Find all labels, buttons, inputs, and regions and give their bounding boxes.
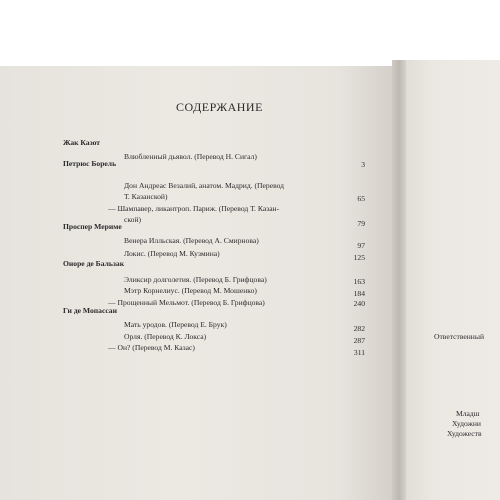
toc-entry-title: Эликсир долголетия. (Перевод Б. Грифцова) <box>124 275 267 284</box>
toc-entry-title-cont: Т. Казанской) <box>124 192 168 201</box>
book-gutter <box>392 60 406 500</box>
toc-page-number: 163 <box>353 277 365 286</box>
toc-page-number: 240 <box>353 299 365 308</box>
toc-entry-title: — Шампавер, ликантроп. Париж. (Перевод Т. Казан- <box>108 204 280 213</box>
author-heading: Жак Казот <box>63 138 101 147</box>
toc-entry-title: — Он? (Перевод М. Казас) <box>108 343 195 352</box>
toc-page-number: 79 <box>357 219 365 228</box>
toc-page-number: 311 <box>353 348 365 357</box>
toc-page-number: 282 <box>353 324 365 333</box>
toc-entry-title: Венера Илльская. (Перевод А. Смирнова) <box>124 236 259 245</box>
toc-page-number: 97 <box>357 241 365 250</box>
toc-entry-title: Мать уродов. (Перевод Е. Брук) <box>124 320 227 329</box>
toc-entry-title: Мэтр Корнелиус. (Перевод М. Мошенко) <box>124 286 257 295</box>
toc-entry-title: Дон Андреас Везалий, анатом. Мадрид. (Перевод <box>124 181 285 190</box>
toc-page-number: 125 <box>353 253 365 262</box>
toc-entry-title-cont: ской) <box>124 215 142 224</box>
toc-title: СОДЕРЖАНИЕ <box>176 100 263 114</box>
toc-page-number: 287 <box>353 336 365 345</box>
toc-page-number: 3 <box>361 160 365 169</box>
right-page-text: Художни <box>452 419 481 428</box>
right-page-text: Ответственный <box>434 332 485 341</box>
author-heading: Проспер Мериме <box>63 222 122 231</box>
right-page-text: Художеств <box>447 429 482 438</box>
toc-entry-title: Влюбленный дьявол. (Перевод Н. Сигал) <box>124 152 257 161</box>
toc-entry-title: Орля. (Перевод К. Локса) <box>124 332 207 341</box>
author-heading: Петрюс Борель <box>63 159 117 168</box>
toc-entry-title: Локис. (Перевод М. Кузмина) <box>124 249 220 258</box>
toc-page-number: 65 <box>357 194 365 203</box>
toc-entry-title: — Прощенный Мельмот. (Перевод Б. Грифцова) <box>108 298 265 307</box>
right-page-text: Младш <box>456 409 480 418</box>
toc-page-number: 184 <box>353 289 365 298</box>
author-heading: Оноре де Бальзак <box>63 259 125 268</box>
author-heading: Ги де Мопассан <box>63 306 117 315</box>
